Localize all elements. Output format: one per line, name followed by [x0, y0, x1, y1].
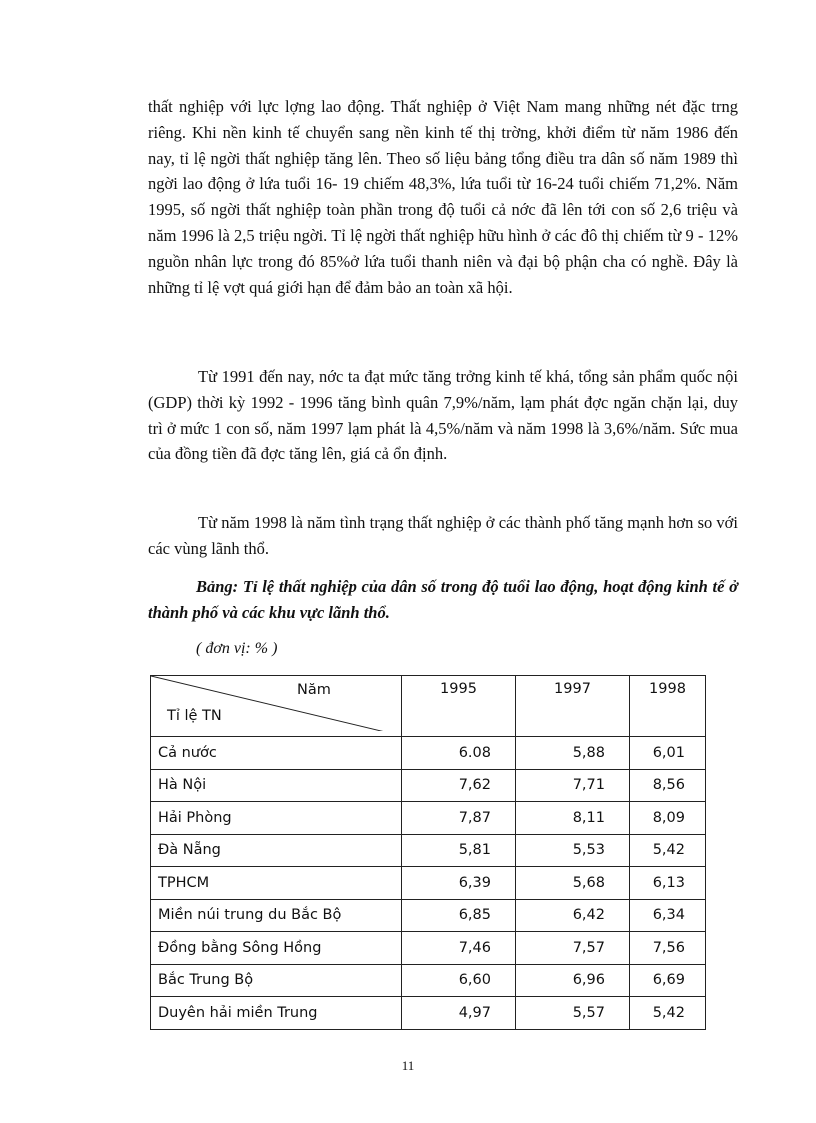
table-row [151, 997, 706, 1030]
rate-1997: 5,88 [516, 737, 630, 770]
table-row [151, 932, 706, 965]
table-row [151, 769, 706, 802]
rate-1995: 6.08 [402, 737, 516, 770]
region-name: Duyên hải miền Trung [151, 997, 402, 1030]
region-name: Cả nước [151, 737, 402, 770]
region-name: Hải Phòng [151, 802, 402, 835]
table-row [151, 834, 706, 867]
rate-1997: 8,11 [516, 802, 630, 835]
table-header-row [151, 676, 706, 737]
rate-1998: 5,42 [630, 997, 706, 1030]
year-header-1998: 1998 [630, 676, 706, 737]
rate-1998: 6,34 [630, 899, 706, 932]
table-unit-label: ( đơn vị: % ) [196, 640, 278, 657]
rate-1998: 8,56 [630, 769, 706, 802]
table-row [151, 802, 706, 835]
year-header-1997: 1997 [516, 676, 630, 737]
table-corner-cell [151, 676, 402, 737]
rate-1997: 7,57 [516, 932, 630, 965]
table-row [151, 867, 706, 900]
rate-1998: 5,42 [630, 834, 706, 867]
table-row [151, 964, 706, 997]
region-name: Đà Nẵng [151, 834, 402, 867]
region-name: TPHCM [151, 867, 402, 900]
rate-1998: 6,01 [630, 737, 706, 770]
page-number: 11 [401, 1058, 415, 1073]
corner-rate-label: Tỉ lệ TN [167, 708, 222, 724]
rate-1995: 6,60 [402, 964, 516, 997]
rate-1997: 6,96 [516, 964, 630, 997]
rate-1998: 6,13 [630, 867, 706, 900]
rate-1995: 4,97 [402, 997, 516, 1030]
rate-1997: 5,53 [516, 834, 630, 867]
table-caption: Bảng: Tỉ lệ thất nghiệp của dân số trong độ tuổi lao động, hoạt động kinh tế ở thành phố và các khu vực lãnh thổ. [148, 577, 738, 622]
rate-1997: 6,42 [516, 899, 630, 932]
rate-1995: 6,85 [402, 899, 516, 932]
rate-1998: 6,69 [630, 964, 706, 997]
paragraph-gdp-growth: Từ 1991 đến nay, nớc ta đạt mức tăng trởng kinh tế khá, tổng sản phẩm quốc nội (GDP) thời kỳ 1992 - 1996 tăng bình quân 7,9%/năm, lạm phát đợc ngăn chặn lại, duy trì ở mức 1 con số, năm 1997 lạm phát là 4,5%/năm và năm 1998 là 3,6%/năm. Sức mua của đồng tiền đã đợc tăng lên, giá cả ổn định. [148, 367, 738, 464]
rate-1997: 5,57 [516, 997, 630, 1030]
region-name: Hà Nội [151, 769, 402, 802]
rate-1998: 8,09 [630, 802, 706, 835]
region-name: Miền núi trung du Bắc Bộ [151, 899, 402, 932]
year-header-1995: 1995 [402, 676, 516, 737]
unemployment-table [150, 675, 706, 1030]
table-row [151, 899, 706, 932]
rate-1998: 7,56 [630, 932, 706, 965]
paragraph-1998-cities: Từ năm 1998 là năm tình trạng thất nghiệp ở các thành phố tăng mạnh hơn so với các vùng lãnh thổ. [148, 513, 738, 558]
region-name: Bắc Trung Bộ [151, 964, 402, 997]
rate-1997: 7,71 [516, 769, 630, 802]
region-name: Đồng bằng Sông Hồng [151, 932, 402, 965]
rate-1997: 5,68 [516, 867, 630, 900]
rate-1995: 6,39 [402, 867, 516, 900]
table-row [151, 737, 706, 770]
rate-1995: 7,87 [402, 802, 516, 835]
rate-1995: 7,62 [402, 769, 516, 802]
paragraph-unemployment-intro: thất nghiệp với lực lợng lao động. Thất nghiệp ở Việt Nam mang những nét đặc trng riêng. Khi nền kinh tế chuyển sang nền kinh tế thị trờng, khởi điểm từ năm 1986 đến nay, tỉ lệ ngời thất nghiệp tăng lên. Theo số liệu bảng tổng điều tra dân số năm 1989 thì ngời lao động ở lứa tuổi 16- 19 chiếm 48,3%, lứa tuổi từ 16-24 tuổi chiếm 71,2%. Năm 1995, số ngời thất nghiệp toàn phần trong độ tuổi cả nớc đã lên tới con số 2,6 triệu và năm 1996 là 2,5 triệu ngời. Tỉ lệ ngời thất nghiệp hữu hình ở các đô thị chiếm từ 9 - 12% nguồn nhân lực trong đó 85%ở lứa tuổi thanh niên và đại bộ phận cha có nghề. Đây là những tỉ lệ vợt quá giới hạn để đảm bảo an toàn xã hội. [148, 97, 738, 297]
rate-1995: 5,81 [402, 834, 516, 867]
corner-year-label: Năm [297, 682, 331, 698]
rate-1995: 7,46 [402, 932, 516, 965]
